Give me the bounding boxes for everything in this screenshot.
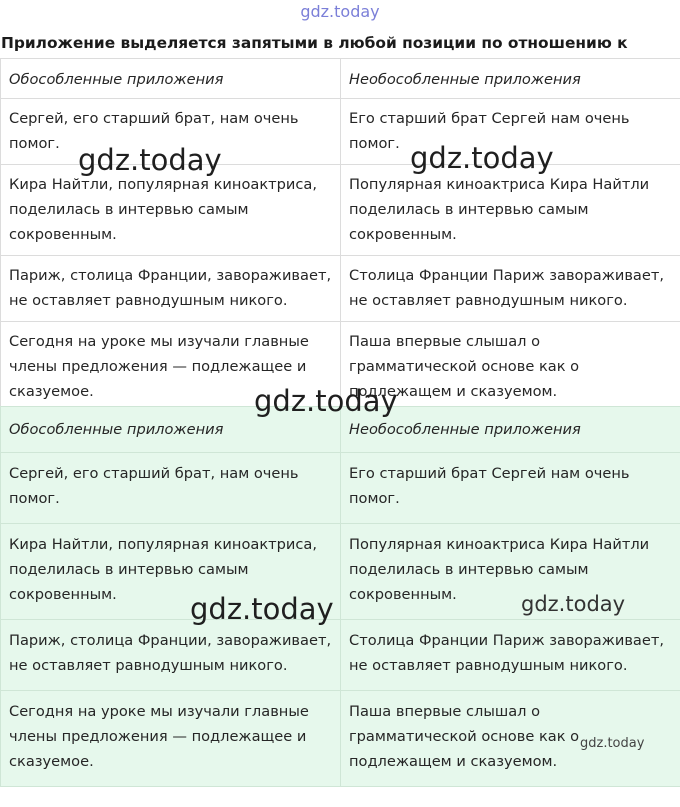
table-cell: Кира Найтли, популярная киноактриса, поделилась в интервью самым сокровенным. [1,524,341,620]
table-cell: Париж, столица Франции, завораживает, не оставляет равнодушным никого. [1,620,341,691]
watermark: gdz.today [580,736,645,751]
table-cell: Кира Найтли, популярная киноактриса, поделилась в интервью самым сокровенным. [1,165,341,256]
watermark: gdz.today [254,384,398,418]
column-header-isolated: Обособленные приложения [1,407,341,453]
column-header-non-isolated: Необособленные приложения [341,59,680,99]
table-row [1,256,680,322]
table-row [1,453,680,524]
table-cell: Его старший брат Сергей нам очень помог. [341,453,680,524]
table-header-row [1,59,680,99]
table-cell: Популярная киноактриса Кира Найтли поделилась в интервью самым сокровенным. [341,165,680,256]
table-cell: Паша впервые слышал о грамматической основе как о подлежащем и сказуемом. [341,691,680,787]
table-cell: Сегодня на уроке мы изучали главные члены предложения — подлежащее и сказуемое. [1,691,341,787]
table-cell: Популярная киноактриса Кира Найтли поделилась в интервью самым сокровенным. [341,524,680,620]
watermark: gdz.today [410,141,554,175]
column-header-non-isolated: Необособленные приложения [341,407,680,453]
watermark: gdz.today [78,143,222,177]
watermark: gdz.today [521,592,626,616]
table-cell: Паша впервые слышал о грамматической основе как о подлежащем и сказуемом. [341,322,680,413]
table-row [1,165,680,256]
table-row [1,620,680,691]
table-cell: Его старший брат Сергей нам очень помог. [341,99,680,165]
table-cell: Сегодня на уроке мы изучали главные члены предложения — подлежащее и сказуемое. [1,322,341,413]
watermark: gdz.today [190,592,334,626]
comparison-table-white [0,58,680,413]
table-cell: Париж, столица Франции, завораживает, не оставляет равнодушным никого. [1,256,341,322]
table-cell: Столица Франции Париж завораживает, не оставляет равнодушным никого. [341,620,680,691]
page-heading: Приложение выделяется запятыми в любой позиции по отношению к [1,34,628,52]
table-cell: Сергей, его старший брат, нам очень помог. [1,99,341,165]
table-row [1,691,680,787]
table-cell: Столица Франции Париж завораживает, не оставляет равнодушным никого. [341,256,680,322]
column-header-isolated: Обособленные приложения [1,59,341,99]
table-cell: Сергей, его старший брат, нам очень помог. [1,453,341,524]
site-logo[interactable]: gdz.today [300,2,380,21]
